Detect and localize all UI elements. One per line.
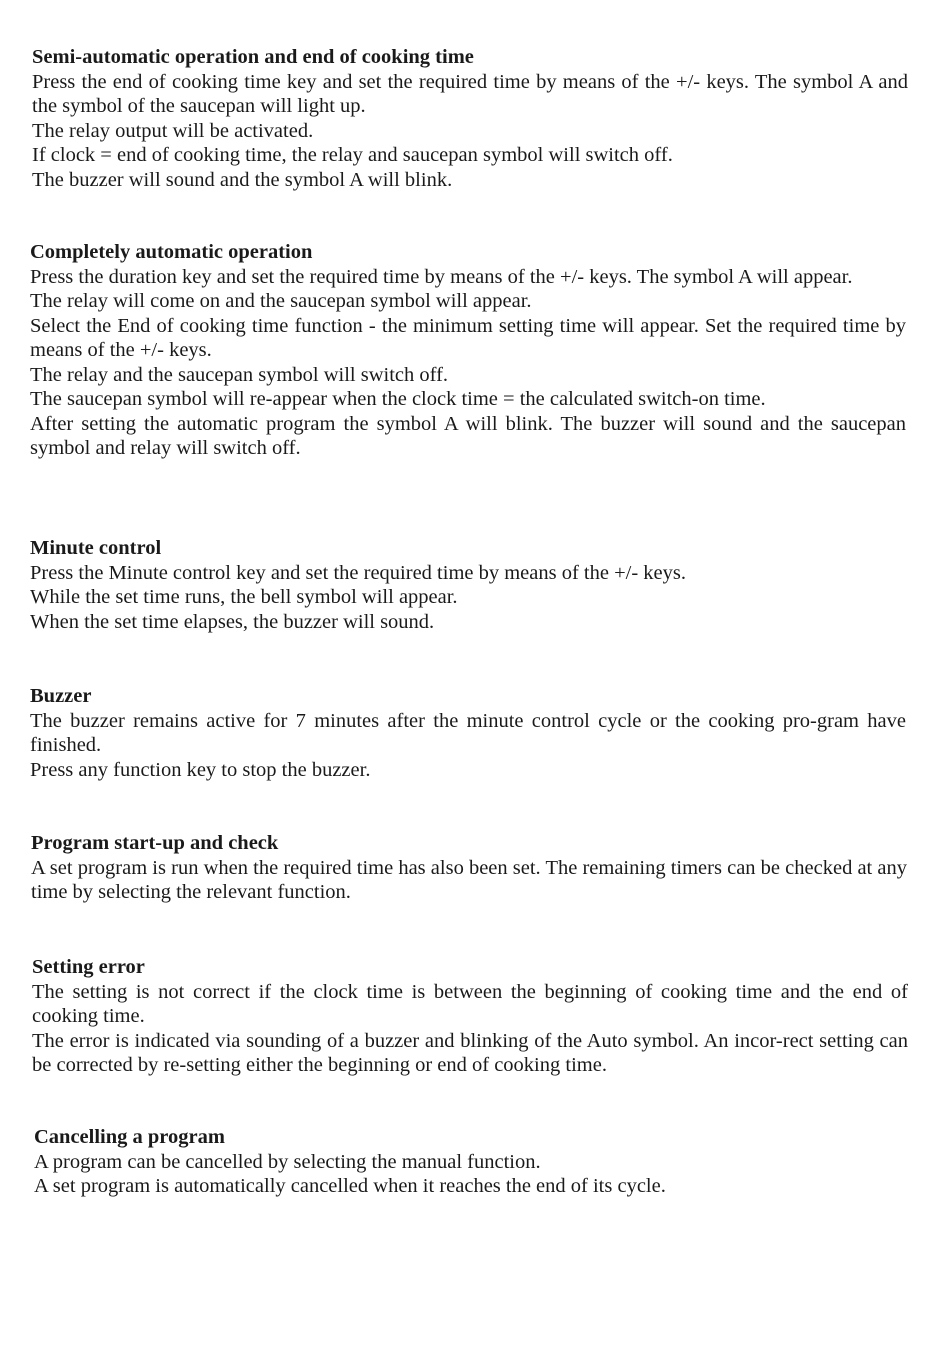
section-setting-error [32,955,908,1078]
section-completely-automatic-operation [30,240,906,461]
paragraph: Press the duration key and set the required time by means of the +/- keys. The symbol A will appear. [30,265,853,288]
paragraph: After setting the automatic program the symbol A will blink. The buzzer will sound and the saucepan symbol and relay will switch off. [30,412,906,459]
paragraph: The buzzer will sound and the symbol A will blink. [32,168,453,191]
section-minute-control [30,536,906,634]
paragraph: The setting is not correct if the clock time is between the beginning of cooking time and the end of cooking time. [32,980,908,1027]
paragraph: A program can be cancelled by selecting the manual function. [34,1150,541,1173]
section-heading: Buzzer [30,685,92,707]
section-heading: Setting error [32,956,145,978]
section-cancelling-a-program [34,1125,910,1199]
paragraph: Press any function key to stop the buzzer. [30,758,371,781]
paragraph: The buzzer remains active for 7 minutes after the minute control cycle or the cooking pro-gram have finished. [30,709,906,756]
section-heading: Semi-automatic operation and end of cooking time [32,46,474,68]
paragraph: Press the end of cooking time key and set the required time by means of the +/- keys. The symbol A and the symbol of the saucepan will light up. [32,70,908,117]
section-heading: Cancelling a program [34,1126,225,1148]
section-buzzer [30,684,906,782]
section-semi-automatic-operation [32,45,908,192]
section-program-start-up [31,831,907,905]
paragraph: The relay will come on and the saucepan symbol will appear. [30,290,532,312]
paragraph: Press the Minute control key and set the required time by means of the +/- keys. [30,561,687,584]
paragraph: The error is indicated via sounding of a buzzer and blinking of the Auto symbol. An incor-rect setting can be corrected by re-setting either the beginning or end of cooking time. [32,1029,908,1076]
section-heading: Minute control [30,537,162,559]
paragraph: While the set time runs, the bell symbol will appear. [30,586,458,608]
paragraph: If clock = end of cooking time, the relay and saucepan symbol will switch off. [32,144,673,166]
paragraph: A set program is automatically cancelled when it reaches the end of its cycle. [34,1175,666,1197]
paragraph: A set program is run when the required time has also been set. The remaining timers can be checked at any time by selecting the relevant function. [31,856,907,903]
section-heading: Completely automatic operation [30,241,313,263]
paragraph: When the set time elapses, the buzzer will sound. [30,610,435,633]
section-heading: Program start-up and check [31,832,279,854]
paragraph: Select the End of cooking time function - the minimum setting time will appear. Set the required time by means of the +/- keys. [30,314,906,361]
paragraph: The relay and the saucepan symbol will switch off. [30,363,449,386]
paragraph: The saucepan symbol will re-appear when the clock time = the calculated switch-on time. [30,388,766,410]
paragraph: The relay output will be activated. [32,119,314,142]
